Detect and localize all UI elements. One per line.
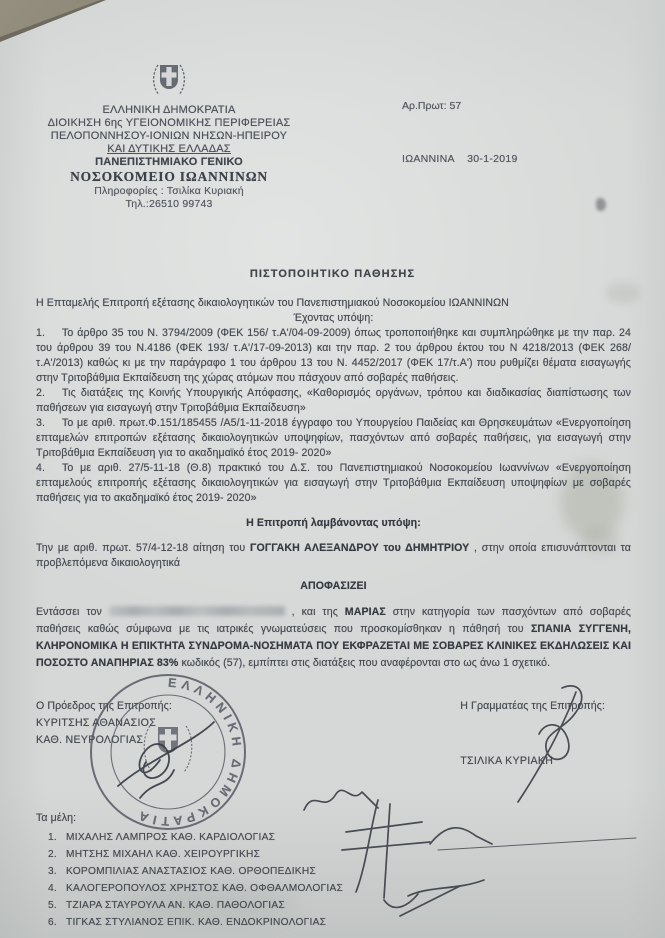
member-number: 5.: [48, 900, 57, 911]
decision-paragraph: [36, 604, 631, 672]
letterhead: [16, 60, 322, 211]
member-name: ΤΙΓΚΑΣ ΣΤΥΛΙΑΝΟΣ ΕΠΙΚ. ΚΑΘ. ΕΝΔΟΚΡΙΝΟΛΟΓΙΑΣ: [66, 917, 327, 928]
member-name: ΜΗΤΣΗΣ ΜΙΧΑΗΛ ΚΑΘ. ΧΕΙΡΟΥΡΓΙΚΗΣ: [66, 849, 261, 860]
org-line-administration: ΔΙΟΙΚΗΣΗ 6ης ΥΓΕΙΟΝΟΜΙΚΗΣ ΠΕΡΙΦΕΡΕΙΑΣ: [47, 117, 291, 129]
member-row: [36, 829, 631, 846]
president-signature-block: [36, 698, 172, 770]
org-line-hospital: ΝΟΣΟΚΟΜΕΙΟ ΙΩΑΝΝΙΝΩΝ: [70, 169, 268, 184]
item-text: Το άρθρο 35 του Ν. 3794/2009 (ΦΕΚ 156/ τ.Α'/04-09-2009) όπως τροποποιήθηκε και συμπληρώθηκε με την παρ. 24 του άρθρου 39 του Ν.4186 (ΦΕΚ 193/ τ.Α'/17-09-2013) και την παρ. 2 του άρθρου έκτου του Ν 4218/2013 (ΦΕΚ 268/τ.Α'/2013) καθώς κι με την παράγραφο 1 του άρθρου 13 του Ν. 4452/2017 (ΦΕΚ 17/τ.Α') που ρυθμίζει θέματα εισαγωγής στην Τριτοβάθμια Εκπαίδευση της χώρας ατόμων που πάσχουν από σοβαρές παθήσεις.: [36, 327, 631, 384]
org-line-university-general: ΠΑΝΕΠΙΣΤΗΜΙΑΚΟ ΓΕΝΙΚΟ: [95, 156, 243, 168]
greek-coat-of-arms-icon: [150, 60, 188, 100]
place-and-date: ΙΩΑΝΝΙΝΑ 30-1-2019: [402, 153, 518, 165]
protocol-number: Αρ.Πρωτ: 57: [402, 100, 462, 112]
application-paragraph: [36, 541, 631, 571]
secretary-signature-block: [460, 698, 605, 770]
document-body: [36, 296, 631, 931]
org-line-west-greece: ΚΑΙ ΔΥΤΙΚΗΣ ΕΛΛΑΔΑΣ: [107, 143, 231, 155]
member-number: 1.: [48, 832, 57, 843]
member-number: 3.: [48, 866, 57, 877]
secretary-name: ΤΣΙΛΙΚΑ ΚΥΡΙΑΚΗ: [460, 755, 554, 767]
item-number: 3.: [36, 417, 46, 429]
stamp-ring-text: ΕΛΛΗΝΙΚΗ ΔΗΜΟΚΡΑΤΙΑ: [132, 675, 245, 829]
members-section: [36, 810, 631, 931]
member-name: ΚΑΛΟΓΕΡΟΠΟΥΛΟΣ ΧΡΗΣΤΟΣ ΚΑΘ. ΟΦΘΑΛΜΟΛΟΓΙΑΣ: [66, 883, 344, 894]
member-name: ΜΙΧΑΛΗΣ ΛΑΜΠΡΟΣ ΚΑΘ. ΚΑΡΔΙΟΛΟΓΙΑΣ: [66, 832, 276, 843]
redacted-name: [109, 606, 285, 616]
application-text: Την με αριθ. πρωτ. 57/4-12-18 αίτηση του: [36, 542, 251, 554]
member-number: 6.: [48, 917, 57, 928]
president-label: Ο Πρόεδρος της Επιτροπής:: [36, 700, 172, 712]
member-number: 2.: [48, 849, 57, 860]
org-line-region: ΠΕΛΟΠΟΝΝΗΣΟΥ-ΙΟΝΙΩΝ ΝΗΣΩΝ-ΗΠΕΙΡΟΥ: [50, 130, 288, 142]
president-title: ΚΑΘ. ΝΕΥΡΟΛΟΓΙΑΣ: [36, 734, 144, 746]
legal-item-1: [36, 326, 631, 386]
secretary-label: Η Γραμματέας της Επιτροπής:: [460, 700, 605, 712]
member-row: [36, 863, 631, 880]
org-line-republic: ΕΛΛΗΝΙΚΗ ΔΗΜΟΚΡΑΤΙΑ: [102, 104, 236, 116]
legal-item-4: [36, 461, 631, 506]
legal-item-3: [36, 416, 631, 461]
document-title: ΠΙΣΤΟΠΟΙΗΤΙΚΟ ΠΑΘΗΣΗΣ: [249, 268, 416, 280]
item-number: 4.: [36, 462, 46, 474]
having-regard-heading: Έχοντας υπόψη:: [293, 312, 374, 324]
item-text: Τις διατάξεις της Κοινής Υπουργικής Απόφασης, «Καθορισμός οργάνων, τρόπου και διαδικασίας διαπίστωσης των παθήσεων για εισαγωγή στην Τριτοβάθμια Εκπαίδευση»: [36, 387, 631, 414]
item-number: 1.: [36, 327, 46, 339]
item-number: 2.: [36, 387, 46, 399]
committee-considering-heading: Η Επιτροπή λαμβάνοντας υπόψη:: [246, 517, 421, 529]
member-number: 4.: [48, 883, 57, 894]
signature-row: [36, 698, 631, 770]
member-row: [36, 846, 631, 863]
president-name: ΚΥΡΙΤΣΗΣ ΑΘΑΝΑΣΙΟΣ: [36, 717, 157, 729]
decision-text: , και της: [284, 606, 345, 618]
members-label: Τα μέλη:: [36, 812, 77, 824]
mother-name: ΜΑΡΙΑΣ: [344, 606, 386, 618]
committee-intro: Η Επταμελής Επιτροπή εξέτασης δικαιολογητικών του Πανεπιστημιακού Νοσοκομείου ΙΩΑΝΝΙΝΩΝ: [36, 297, 509, 309]
applicant-name: ΓΟΓΓΑΚΗ ΑΛΕΞΑΝΔΡΟΥ του ΔΗΜΗΤΡΙΟΥ: [250, 542, 470, 554]
item-text: Το με αριθ. πρωτ.Φ.151/185455 /Α5/1-11-2018 έγγραφο του Υπουργείου Παιδείας και Θρησκευμάτων «Ενεργοποίηση επταμελών επιτροπών εξέτασης δικαιολογητικών υποψηφίων, πασχόντων από σοβαρές παθήσεις, για εισαγωγή στην Τριτοβάθμια Εκπαίδευση για το ακαδημαϊκό έτος 2019- 2020»: [36, 417, 631, 459]
contact-info-line: Πληροφορίες : Τσιλίκα Κυριακή: [94, 185, 244, 197]
member-row: [36, 914, 631, 931]
item-text: Το με αριθ. 27/5-11-18 (Θ.8) πρακτικό του Δ.Σ. του Πανεπιστημιακού Νοσοκομείου Ιωαννίνων «Ενεργοποίηση επταμελούς επιτροπής εξέτασης δικαιολογητικών για εισαγωγή στην Τριτοβάθμια Εκπαίδευση υποψηφίων με σοβαρές παθήσεις για το ακαδημαϊκό έτος 2019- 2020»: [36, 462, 631, 504]
member-name: ΤΖΙΑΡΑ ΣΤΑΥΡΟΥΛΑ ΑΝ. ΚΑΘ. ΠΑΘΟΛΟΓΙΑΣ: [66, 900, 285, 911]
decision-text: Εντάσσει τον: [36, 606, 109, 618]
legal-item-2: [36, 386, 631, 416]
decision-text: στην κατηγορία των πασχόντων από σοβαρές παθήσεις καθώς σύμφωνα με τις ιατρικές γνωματεύσεις που προσκομίσθηκαν η πάθησή του: [36, 606, 631, 635]
contact-phone-line: Τηλ.:26510 99743: [125, 198, 213, 210]
member-row: [36, 897, 631, 914]
decision-text: κωδικός (57), εμπίπτει στις διατάξεις που αναφέρονται στο ως άνω 1 σχετικό.: [178, 657, 551, 669]
application-text: , στην οποία επισυνάπτονται τα προβλεπόμενα δικαιολογητικά: [36, 542, 631, 569]
protocol-block: [402, 76, 632, 189]
member-name: ΚΟΡΟΜΠΙΛΙΑΣ ΑΝΑΣΤΑΣΙΟΣ ΚΑΘ. ΟΡΘΟΠΕΔΙΚΗΣ: [66, 866, 316, 877]
condition-text: ΣΠΑΝΙΑ ΣΥΓΓΕΝΗ, ΚΛΗΡΟΝΟΜΙΚΑ Η ΕΠΙΚΤΗΤΑ ΣΥΝΔΡΟΜΑ-ΝΟΣΗΜΑΤΑ ΠΟΥ ΕΚΦΡΑΖΕΤΑΙ ΜΕ ΣΟΒΑΡΕΣ ΚΛΙΝΙΚΕΣ ΕΚΔΗΛΩΣΕΙΣ ΚΑΙ ΠΟΣΟΣΤΟ ΑΝΑΠΗΡΙΑΣ 83%: [36, 623, 631, 669]
decides-heading: ΑΠΟΦΑΣΙΖΕΙ: [300, 580, 367, 592]
member-row: [36, 880, 631, 897]
